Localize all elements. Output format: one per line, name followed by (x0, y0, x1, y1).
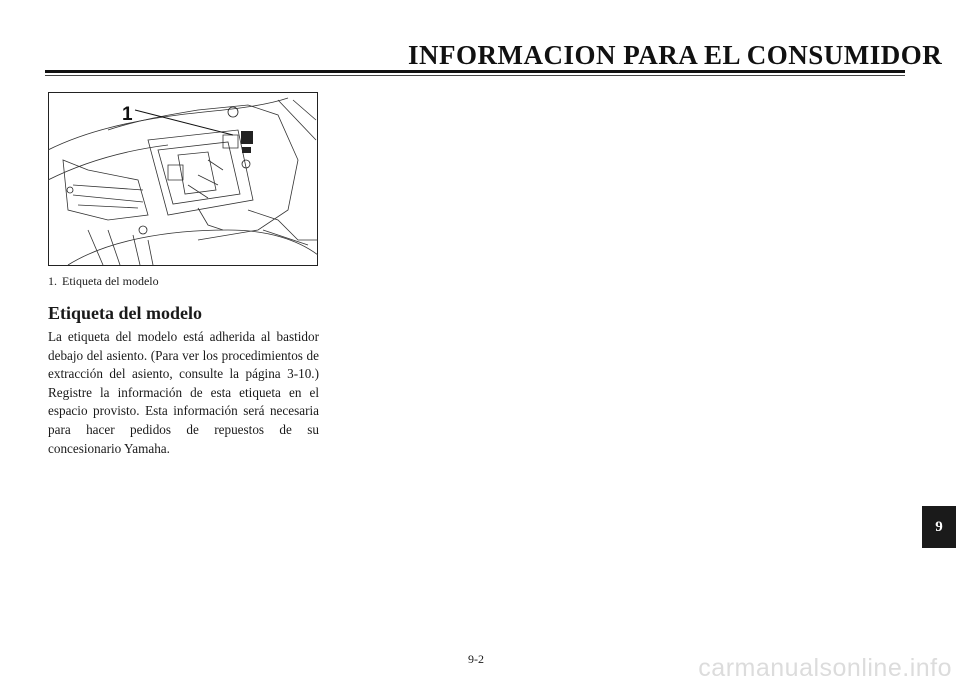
watermark: carmanualsonline.info (698, 654, 952, 682)
page-number: 9-2 (468, 652, 484, 666)
chapter-tab (922, 506, 956, 548)
section-body: La etiqueta del modelo está adherida al bastidor debajo del asiento. (Para ver los procedimientos de extracción del asiento, consulte la página 3-10.) Registre la información de esta etiqueta en el espacio provisto. Esta información será necesaria para hacer pedidos de repuestos de su concesionario Yamaha. (48, 329, 319, 456)
figure-caption (48, 274, 159, 289)
model-label-illustration (48, 90, 318, 268)
header-rule-thick (45, 70, 905, 73)
page-title: INFORMACION PARA EL CONSUMIDOR (408, 40, 943, 70)
header-rule-thin (45, 75, 905, 76)
caption-text: Etiqueta del modelo (62, 274, 159, 288)
chapter-tab-label: 9 (935, 518, 943, 535)
section-heading: Etiqueta del modelo (48, 303, 203, 323)
caption-number: 1. (48, 274, 57, 288)
figure-callout-number: 1 (122, 104, 133, 125)
